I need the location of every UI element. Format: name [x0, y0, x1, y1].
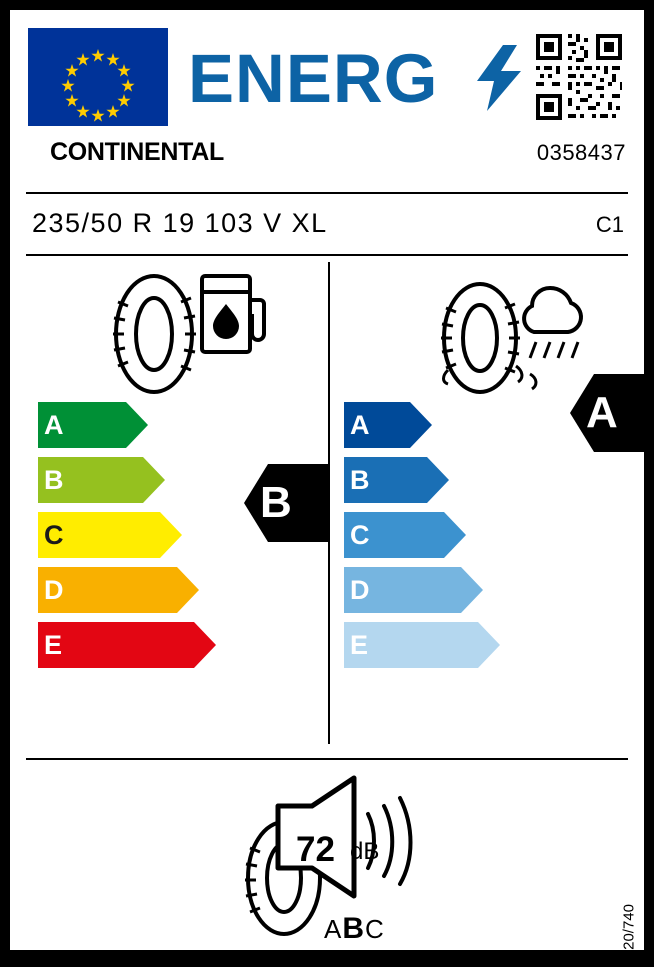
fuel-result-badge	[244, 464, 330, 542]
fuel-grade-d-letter: D	[44, 575, 64, 605]
fuel-efficiency-section	[26, 262, 326, 748]
noise-class-selected: B	[342, 912, 366, 945]
brand-row	[10, 132, 644, 184]
wet-result-letter: A	[586, 388, 618, 437]
fuel-grade-a	[26, 402, 326, 448]
energy-wordmark: ENERG	[188, 40, 439, 117]
tyre-fuel-pump-icon	[96, 266, 266, 396]
divider-top	[26, 192, 628, 194]
wet-grade-d-letter: D	[350, 575, 370, 605]
label-sheet	[10, 10, 644, 967]
model-code: 0358437	[536, 140, 626, 165]
wet-grade-e	[332, 622, 632, 668]
tyre-class-code: C1	[595, 212, 624, 237]
regulation-code: 2020/740	[621, 904, 638, 967]
fuel-grade-a-letter: A	[44, 410, 64, 440]
wet-result-badge	[570, 374, 654, 452]
noise-class-c: C	[365, 914, 385, 944]
fuel-grade-e-arrow	[38, 622, 216, 668]
noise-value: 72	[296, 830, 335, 869]
noise-section	[26, 762, 628, 948]
wet-grip-section	[332, 262, 632, 748]
fuel-grade-e	[26, 622, 326, 668]
label-header	[10, 10, 644, 130]
wet-grade-b	[332, 457, 632, 503]
fuel-grade-b-letter: B	[44, 465, 64, 495]
wet-grade-e-letter: E	[350, 630, 369, 660]
wet-grade-d	[332, 567, 632, 613]
noise-class-scale	[324, 912, 385, 946]
noise-class-a: A	[324, 914, 343, 944]
tyre-loudspeaker-icon	[226, 770, 436, 948]
wet-grade-c-letter: C	[350, 520, 370, 550]
wet-grade-c	[332, 512, 632, 558]
tyre-size: 235/50 R 19 103 V XL	[32, 208, 328, 238]
fuel-result-letter: B	[260, 478, 292, 527]
fuel-grade-e-letter: E	[44, 630, 63, 660]
wet-grade-a-letter: A	[350, 410, 370, 440]
divider-bottom	[26, 758, 628, 760]
fuel-grade-d	[26, 567, 326, 613]
eu-flag-icon	[28, 28, 168, 126]
wet-grade-b-letter: B	[350, 465, 370, 495]
brand-name: CONTINENTAL	[50, 138, 224, 166]
qr-code-icon	[532, 30, 626, 124]
fuel-grade-c-letter: C	[44, 520, 64, 550]
divider-mid	[26, 254, 628, 256]
lightning-bolt-icon	[477, 45, 521, 111]
noise-unit: dB	[350, 838, 380, 865]
